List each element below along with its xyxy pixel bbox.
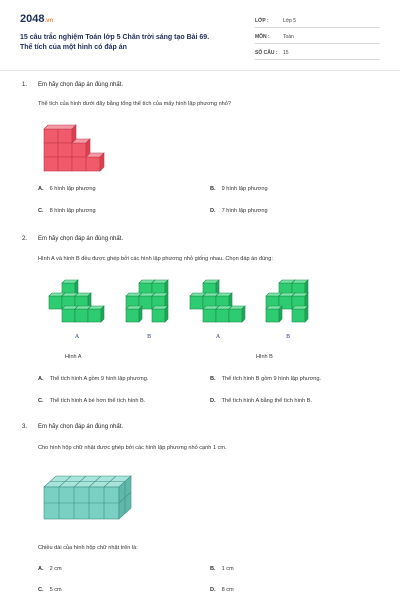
q2-text: Hình A và hình B đều được ghép bởi các hình lập phương nhỏ giống nhau. Chọn đáp án đúng: [38,256,273,262]
q3-option-a-letter: A. [38,566,44,572]
logo-main: 2048 [20,13,45,25]
q1-option-a[interactable] [38,186,96,192]
q3-number: 3. [22,424,28,430]
q3-option-c-text: 5 cm [49,587,62,593]
q1-option-a-text: 6 hình lập phương [49,186,96,192]
title-line-2: Thể tích của một hình có đáp án [20,44,127,51]
q2-option-b-letter: B. [210,376,216,382]
header [0,0,400,70]
q2-option-a[interactable] [38,376,148,382]
question-count-label: SỐ CÂU : [255,50,278,56]
q3-option-b-text: 1 cm [221,566,234,572]
class-field [255,15,380,28]
q3-option-a-text: 2 cm [49,566,62,572]
header-divider [0,70,400,71]
q2-caption-b: Hình B [256,354,273,360]
q2-figure-label-1: A [75,334,79,340]
q3-option-c[interactable] [38,587,62,593]
class-value: Lớp 5 [283,18,297,24]
q1-option-c-letter: C. [38,208,44,214]
q3-option-b-letter: B. [210,566,216,572]
q3-option-d[interactable] [210,587,234,593]
q1-option-b-letter: B. [210,186,216,192]
subject-value: Toán [283,34,294,40]
question-count-value: 15 [283,50,289,56]
q2-option-a-text: Thể tích hình A gồm 9 hình lập phương. [49,376,149,382]
q1-option-b[interactable] [210,186,268,192]
q3-option-b[interactable] [210,566,234,572]
subject-label: MÔN : [255,34,270,40]
q2-option-d-letter: D. [210,398,216,404]
q1-text: Thể tích của hình dưới đây bằng tổng thể tích của mấy hình lập phương nhỏ? [38,101,232,107]
title-line-1: 15 câu trắc nghiệm Toán lớp 5 Chân trời sáng tạo Bài 69. [20,34,210,41]
q1-option-a-letter: A. [38,186,44,192]
q2-prompt: Em hãy chọn đáp án đúng nhất. [38,236,124,242]
q3-option-d-letter: D. [210,587,216,593]
q1-cube-figure [42,124,112,174]
q1-option-c-text: 8 hình lập phương [49,208,96,214]
q1-option-b-text: 9 hình lập phương [221,186,268,192]
q2-figure-label-4: B [286,334,291,340]
logo-suffix: .vn [44,18,54,24]
q2-option-d-text: Thể tích hình A bằng thể tích hình B. [221,398,313,404]
q2-option-b[interactable] [210,376,321,382]
q1-option-c[interactable] [38,208,96,214]
q1-option-d-text: 7 hình lập phương [221,208,268,214]
q1-prompt: Em hãy chọn đáp án đúng nhất. [38,82,124,88]
q2-number: 2. [22,236,28,242]
q1-option-d[interactable] [210,208,268,214]
q2-option-b-text: Thể tích hình B gồm 9 hình lập phương. [221,376,322,382]
q2-figure-label-2: B [147,334,152,340]
q2-option-d[interactable] [210,398,312,404]
q1-option-d-letter: D. [210,208,216,214]
page-title [20,33,240,53]
subject-field [255,31,380,44]
q3-prompt: Em hãy chọn đáp án đúng nhất. [38,424,124,430]
site-logo[interactable] [20,13,53,25]
q2-figure-label-3: A [216,334,220,340]
q2-option-c[interactable] [38,398,145,404]
q3-question: Chiều dài của hình hộp chữ nhật trên là: [38,545,138,551]
class-label: LỚP : [255,18,269,24]
q2-option-c-letter: C. [38,398,44,404]
q2-option-a-letter: A. [38,376,44,382]
q3-option-d-text: 8 cm [221,587,234,593]
q1-number: 1. [22,82,28,88]
question-count-field [255,47,380,60]
q3-option-a[interactable] [38,566,62,572]
q2-figure-a-back [187,280,253,330]
q2-caption-a: Hình A [65,354,82,360]
q3-option-c-letter: C. [38,587,44,593]
q2-figure-b-back [262,280,322,330]
q2-figure-b-front [122,280,182,330]
q2-figure-a-front [46,280,112,330]
q3-text: Cho hình hộp chữ nhật được ghép bởi các hình lập phương nhỏ cạnh 1 cm. [38,445,227,451]
q3-box-figure [42,473,134,523]
q2-option-c-text: Thể tích hình A bé hơn thể tích hình B. [49,398,146,404]
